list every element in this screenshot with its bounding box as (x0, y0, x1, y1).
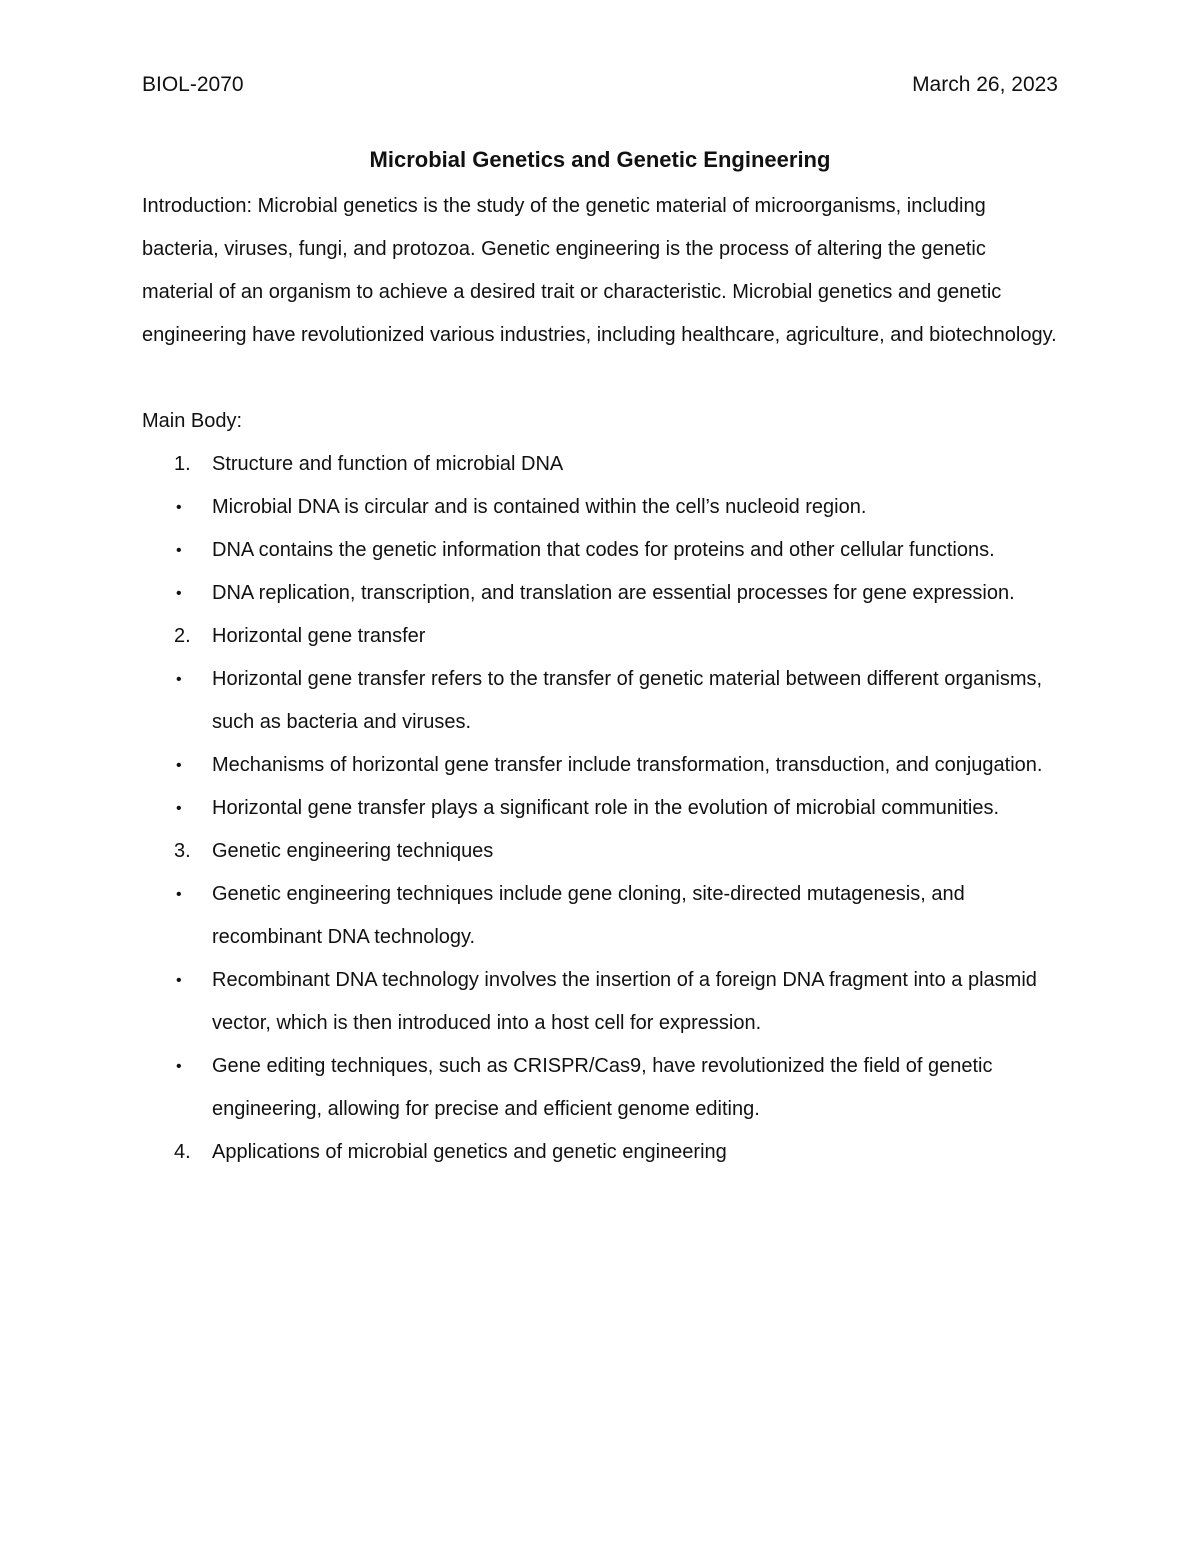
list-item-text: Recombinant DNA technology involves the insertion of a foreign DNA fragment into a plasmid vector, which is then introduced into a host cell for expression. (212, 969, 1037, 1034)
section-heading (142, 830, 1058, 873)
list-item (142, 744, 1058, 787)
bullet-icon: • (176, 757, 182, 774)
section-1 (142, 443, 1058, 615)
section-3 (142, 830, 1058, 1131)
introduction-paragraph: Introduction: Microbial genetics is the study of the genetic material of microorganisms, including bacteria, viruses, fungi, and protozoa. Genetic engineering is the process of altering the genetic material of an organism to achieve a desired trait or characteristic. Microbial genetics and genetic engineering have revolutionized various industries, including healthcare, agriculture, and biotechnology. (142, 195, 1057, 346)
section-2 (142, 615, 1058, 830)
list-item-text: Mechanisms of horizontal gene transfer include transformation, transduction, and conjugation. (212, 754, 1043, 776)
list-item (142, 787, 1058, 830)
list-item (142, 658, 1058, 744)
bullet-icon: • (176, 800, 182, 817)
bullet-icon: • (176, 972, 182, 989)
list-item (142, 873, 1058, 959)
list-item-text: DNA contains the genetic information that codes for proteins and other cellular functions. (212, 539, 995, 561)
list-item (142, 959, 1058, 1045)
list-item (142, 529, 1058, 572)
bullet-icon: • (176, 886, 182, 903)
list-item-text: Microbial DNA is circular and is contained within the cell’s nucleoid region. (212, 496, 867, 518)
list-item-text: Horizontal gene transfer refers to the transfer of genetic material between different organisms, such as bacteria and viruses. (212, 668, 1043, 733)
bullet-icon: • (176, 585, 182, 602)
main-body-label: Main Body: (142, 410, 243, 432)
course-code: BIOL-2070 (142, 73, 244, 96)
section-heading (142, 1131, 1058, 1174)
list-item-text: Horizontal gene transfer plays a significant role in the evolution of microbial communities. (212, 797, 1000, 819)
list-item-text: DNA replication, transcription, and translation are essential processes for gene expression. (212, 582, 1015, 604)
document-date: March 26, 2023 (912, 73, 1058, 96)
bullet-icon: • (176, 1058, 182, 1075)
list-item (142, 1045, 1058, 1131)
section-heading-text: Applications of microbial genetics and genetic engineering (212, 1141, 727, 1163)
paragraph-spacer (142, 357, 1058, 400)
list-item (142, 572, 1058, 615)
bullet-icon: • (176, 542, 182, 559)
list-number: 1. (174, 453, 191, 475)
list-number: 2. (174, 625, 191, 647)
document-body (142, 185, 1058, 1174)
list-number: 3. (174, 840, 191, 862)
list-number: 4. (174, 1141, 191, 1163)
section-heading (142, 443, 1058, 486)
section-heading-text: Structure and function of microbial DNA (212, 453, 564, 475)
bullet-icon: • (176, 671, 182, 688)
section-heading-text: Genetic engineering techniques (212, 840, 494, 862)
section-heading-text: Horizontal gene transfer (212, 625, 426, 647)
list-item-text: Genetic engineering techniques include gene cloning, site-directed mutagenesis, and recombinant DNA technology. (212, 883, 965, 948)
section-4 (142, 1131, 1058, 1174)
bullet-icon: • (176, 499, 182, 516)
document-title: Microbial Genetics and Genetic Engineering (369, 147, 831, 172)
list-item-text: Gene editing techniques, such as CRISPR/Cas9, have revolutionized the field of genetic engineering, allowing for precise and efficient genome editing. (212, 1055, 993, 1120)
section-heading (142, 615, 1058, 658)
list-item (142, 486, 1058, 529)
